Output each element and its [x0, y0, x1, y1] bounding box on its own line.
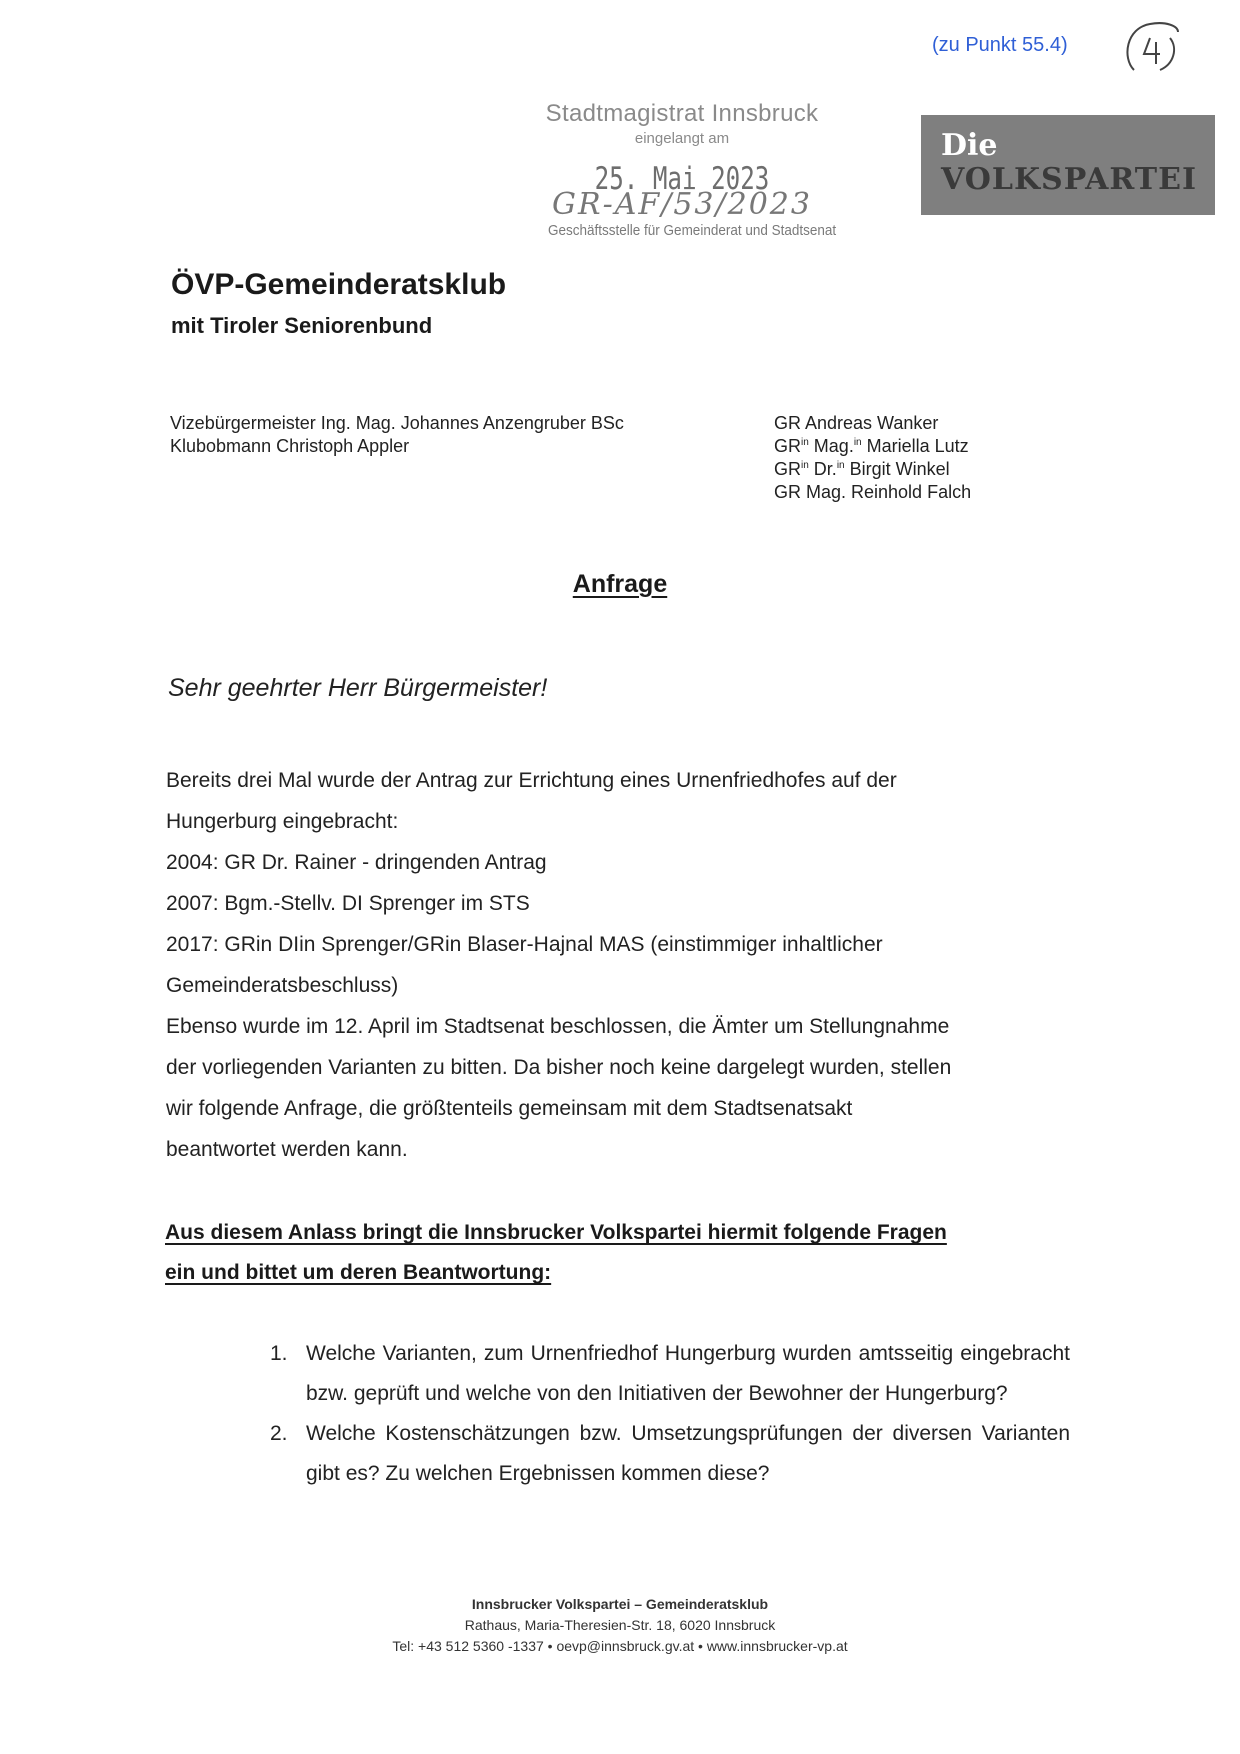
- salutation: Sehr geehrter Herr Bürgermeister!: [168, 674, 548, 702]
- club-subtitle: mit Tiroler Seniorenbund: [171, 313, 433, 338]
- member-name: Vizebürgermeister Ing. Mag. Johannes Anzengruber BSc: [170, 413, 624, 433]
- footer-contact: Tel: +43 512 5360 -1337 • oevp@innsbruck.gv.at • www.innsbrucker-vp.at: [392, 1638, 848, 1654]
- logo-line-1: Die: [941, 128, 998, 163]
- members-right: [774, 412, 971, 504]
- intro-line: Aus diesem Anlass bringt die Innsbrucker Volkspartei hiermit folgende Fragen: [165, 1221, 947, 1244]
- question-text: Welche Varianten, zum Urnenfriedhof Hungerburg wurden amtsseitig eingebracht bzw. geprüft und welche von den Initiativen der Bewohner der Hungerburg?: [306, 1342, 1070, 1405]
- stamp-date: 25. Mai 2023: [594, 161, 770, 197]
- body-line: beantwortet werden kann.: [166, 1138, 408, 1161]
- heading-text: Anfrage: [572, 570, 668, 598]
- member-name: $GR^{in}$ Dr.$^{in}$ Birgit Winkel: [774, 459, 950, 479]
- questions-intro: [165, 1213, 1075, 1293]
- question-number: 2.: [270, 1422, 288, 1445]
- intro-line: ein und bittet um deren Beantwortung:: [165, 1261, 552, 1284]
- page-footer: [0, 1594, 1240, 1657]
- agenda-reference: (zu Punkt 55.4): [932, 34, 1068, 56]
- logo-line-2: VOLKSPARTEI: [941, 162, 1197, 197]
- footer-address: Rathaus, Maria-Theresien-Str. 18, 6020 Innsbruck: [464, 1617, 776, 1633]
- body-line: Hungerburg eingebracht:: [166, 810, 399, 833]
- member-name: GR Mag. Reinhold Falch: [774, 482, 972, 502]
- body-line: Gemeinderatsbeschluss): [166, 974, 399, 997]
- body-line: Bereits drei Mal wurde der Antrag zur Errichtung eines Urnenfriedhofes auf der: [166, 769, 897, 792]
- party-logo: [921, 115, 1215, 215]
- question-number: 1.: [270, 1342, 288, 1365]
- questions-list: [270, 1334, 1070, 1494]
- received-stamp: [532, 100, 837, 240]
- member-name: Klubobmann Christoph Appler: [170, 436, 410, 456]
- member-name: GR Andreas Wanker: [774, 413, 939, 433]
- stamp-office: Geschäftsstelle für Gemeinderat und Stadtsenat: [548, 222, 837, 239]
- body-line: der vorliegenden Varianten zu bitten. Da bisher noch keine dargelegt wurden, stellen: [166, 1056, 952, 1079]
- body-line: Ebenso wurde im 12. April im Stadtsenat beschlossen, die Ämter um Stellungnahme: [166, 1015, 950, 1038]
- body-line: 2007: Bgm.-Stellv. DI Sprenger im STS: [166, 892, 530, 915]
- stamp-organisation: Stadtmagistrat Innsbruck: [545, 100, 819, 127]
- stamp-received-label: eingelangt am: [634, 130, 730, 147]
- body-text: [166, 760, 1066, 1170]
- question-text: Welche Kostenschätzungen bzw. Umsetzungsprüfungen der diversen Varianten gibt es? Zu welchen Ergebnissen kommen diese?: [306, 1422, 1070, 1485]
- members-left: [170, 412, 624, 458]
- body-line: wir folgende Anfrage, die größtenteils gemeinsam mit dem Stadtsenatsakt: [166, 1097, 853, 1120]
- member-name: $GR^{in}$ Mag.$^{in}$ Mariella Lutz: [774, 436, 969, 456]
- handwritten-number-mark: [1120, 18, 1184, 76]
- footer-title: Innsbrucker Volkspartei – Gemeinderatsklub: [471, 1596, 769, 1612]
- question-item: [270, 1334, 1070, 1414]
- document-heading: [0, 570, 1240, 599]
- club-title: ÖVP-Gemeinderatsklub: [171, 268, 507, 301]
- question-item: [270, 1414, 1070, 1494]
- body-line: 2017: GRin DIin Sprenger/GRin Blaser-Hajnal MAS (einstimmiger inhaltlicher: [166, 933, 883, 956]
- body-line: 2004: GR Dr. Rainer - dringenden Antrag: [166, 851, 547, 874]
- stamp-handwritten-number: GR-AF/53/2023: [552, 187, 812, 222]
